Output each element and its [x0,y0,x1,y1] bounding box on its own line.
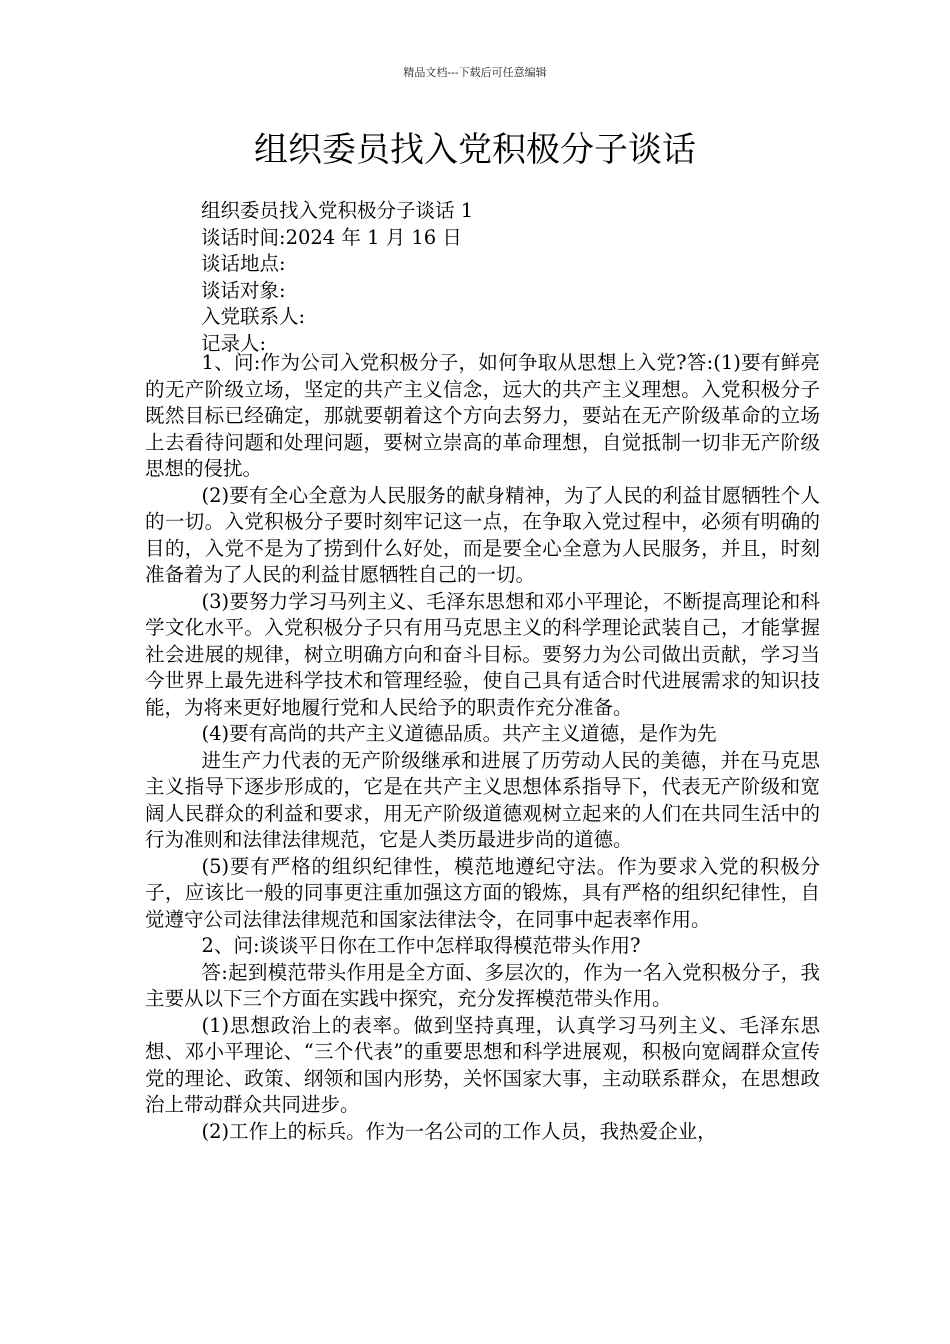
paragraph-answer-2: 答:起到模范带头作用是全方面、多层次的，作为一名入党积极分子，我主要从以下三个方面在实践中探究，充分发挥模范带头作用。 [145,960,820,1010]
meta-location: 谈话地点: [201,252,286,275]
meta-time: 谈话时间:2024 年 1 月 16 日 [201,225,462,249]
paragraph-point-4: (4)要有高尚的共产主义道德品质。共产主义道德，是作为先 [201,722,717,745]
paragraph-q2: 2、问:谈谈平日你在工作中怎样取得模范带头作用? [201,934,641,957]
meta-subtitle: 组织委员找入党积极分子谈话 1 [201,199,474,222]
paragraph-answer-2-point-2: (2)工作上的标兵。作为一名公司的工作人员，我热爱企业， [201,1119,717,1143]
paragraph-q1: 1、问:作为公司入党积极分子，如何争取从思想上入党?答:(1)要有鲜亮的无产阶级立场，坚定的共产主义信念，远大的共产主义理想。入党积极分子既然目标已经确定，那就要朝着这个方向去努力，要站在无产阶级革命的立场上去看待问题和处理问题，要树立崇高的革命理想，自觉抵制一切非无产阶级思想的侵扰。 [145,351,820,480]
document-meta [201,198,821,357]
paragraph-point-5: (5)要有严格的组织纪律性，模范地遵纪守法。作为要求入党的积极分子，应该比一般的同事更注重加强这方面的锻炼，具有严格的组织纪律性，自觉遵守公司法律法律规范和国家法律法令，在同事中起表率作用。 [145,854,820,931]
document-title: 组织委员找入党积极分子谈话 [254,130,696,170]
paragraph-point-3: (3)要努力学习马列主义、毛泽东思想和邓小平理论，不断提高理论和科学文化水平。入党积极分子只有用马克思主义的科学理论武装自己，才能掌握社会进展的规律，树立明确方向和奋斗目标。要努力为公司做出贡献，学习当今世界上最先进科学技术和管理经验，使自己具有适合时代进展需求的知识技能，为将来更好地履行党和人民给予的职责作充分准备。 [145,589,820,719]
meta-target: 谈话对象: [201,278,286,302]
meta-recorder: 记录人: [201,331,267,355]
document-body [145,350,820,1145]
paragraph-point-4-cont: 进生产力代表的无产阶级继承和进展了历劳动人民的美德，并在马克思主义指导下逐步形成的，它是在共产主义思想体系指导下，代表无产阶级和宽阔人民群众的利益和要求，用无产阶级道德观树立起来的人们在共同生活中的行为准则和法律法律规范，它是人类历最进步尚的道德。 [145,748,820,851]
header-note: 精品文档---下载后可任意编辑 [403,66,547,79]
paragraph-answer-2-point-1: (1)思想政治上的表率。做到坚持真理，认真学习马列主义、毛泽东思想、邓小平理论、“三个代表”的重要思想和科学进展观，积极向宽阔群众宣传党的理论、政策、纲领和国内形势，关怀国家大事，主动联系群众，在思想政治上带动群众共同进步。 [145,1013,820,1116]
paragraph-point-2: (2)要有全心全意为人民服务的献身精神，为了人民的利益甘愿牺牲个人的一切。入党积极分子要时刻牢记这一点，在争取入党过程中，必须有明确的目的，入党不是为了捞到什么好处，而是要全心全意为人民服务，并且，时刻准备着为了人民的利益甘愿牺牲自己的一切。 [145,483,820,586]
meta-contact: 入党联系人: [201,305,306,328]
